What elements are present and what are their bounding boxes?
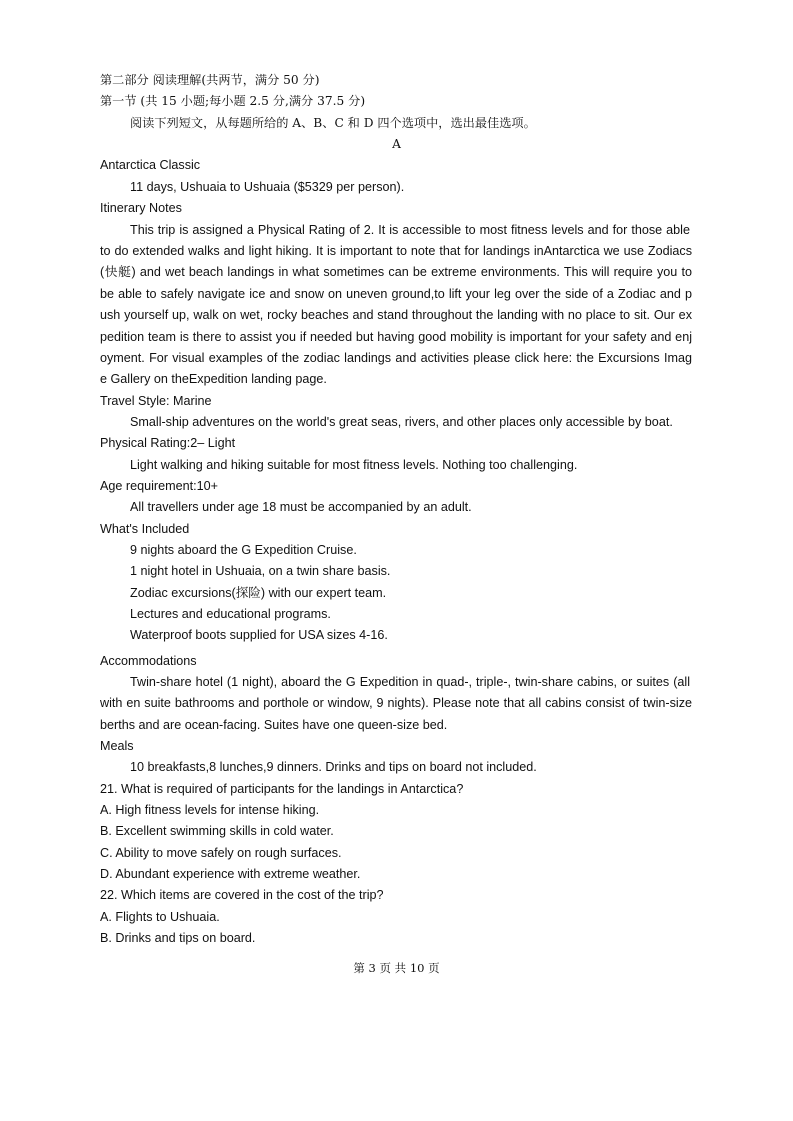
included-item: Lectures and educational programs.: [130, 607, 331, 621]
question-option: A. Flights to Ushuaia.: [100, 910, 220, 924]
physical-rating-text: Light walking and hiking suitable for most fitness levels. Nothing too challenging.: [130, 458, 578, 472]
instruction-text: 阅读下列短文，从每题所给的 A、B、C 和 D 四个选项中，选出最佳选项。: [130, 116, 536, 130]
itinerary-line: to do extended walks and light hiking. It is important to note that for landings inAntarctica we use Zodiacs: [100, 244, 692, 258]
accommodations-heading: Accommodations: [100, 654, 197, 668]
travel-style-text: Small-ship adventures on the world's great seas, rivers, and other places only accessible by boat.: [130, 415, 673, 429]
included-heading: What's Included: [100, 522, 190, 536]
passage-subtitle: 11 days, Ushuaia to Ushuaia ($5329 per person).: [130, 180, 405, 194]
passage-letter: A: [392, 137, 401, 151]
itinerary-line: ush yourself up, walk on wet, rocky beaches and stand throughout the landing with no place to sit. Our ex: [100, 308, 692, 322]
itinerary-line: oyment. For visual examples of the zodiac landings and activities please click here: the Excursions Imag: [100, 351, 692, 365]
accommodations-line: with en suite bathrooms and porthole or window, 9 nights). Please note that all cabins consist of twin-size: [100, 696, 692, 710]
meals-heading: Meals: [100, 739, 134, 753]
part-heading: 第二部分 阅读理解(共两节，满分 50 分): [100, 73, 320, 87]
section-heading: 第一节 (共 15 小题;每小题 2.5 分,满分 37.5 分): [100, 94, 366, 108]
accommodations-line: Twin-share hotel (1 night), aboard the G Expedition in quad-, triple-, twin-share cabins, or suites (all: [130, 675, 690, 689]
included-item: 9 nights aboard the G Expedition Cruise.: [130, 543, 357, 557]
itinerary-line: e Gallery on theExpedition landing page.: [100, 372, 327, 386]
itinerary-line: be able to safely navigate ice and snow on uneven ground,to lift your leg over the side of a Zodiac and p: [100, 287, 692, 301]
physical-rating-heading: Physical Rating:2– Light: [100, 436, 236, 450]
meals-text: 10 breakfasts,8 lunches,9 dinners. Drinks and tips on board not included.: [130, 760, 537, 774]
age-text: All travellers under age 18 must be accompanied by an adult.: [130, 500, 472, 514]
included-item: Waterproof boots supplied for USA sizes 4-16.: [130, 628, 388, 642]
itinerary-heading: Itinerary Notes: [100, 201, 182, 215]
age-heading: Age requirement:10+: [100, 479, 218, 493]
travel-style-heading: Travel Style: Marine: [100, 394, 212, 408]
accommodations-line: berths and are ocean-facing. Suites have one queen-size bed.: [100, 718, 448, 732]
question-stem: 22. Which items are covered in the cost of the trip?: [100, 888, 384, 902]
question-stem: 21. What is required of participants for the landings in Antarctica?: [100, 782, 464, 796]
question-option: B. Excellent swimming skills in cold water.: [100, 824, 334, 838]
itinerary-line: This trip is assigned a Physical Rating of 2. It is accessible to most fitness levels and for those able: [130, 223, 690, 237]
included-item: Zodiac excursions(探险) with our expert team.: [130, 586, 387, 600]
page-number: 第 3 页 共 10 页: [353, 961, 440, 975]
included-item: 1 night hotel in Ushuaia, on a twin share basis.: [130, 564, 391, 578]
itinerary-line: (快艇) and wet beach landings in what sometimes can be extreme environments. This will require you to: [100, 265, 692, 279]
passage-title: Antarctica Classic: [100, 158, 201, 172]
question-option: A. High fitness levels for intense hiking.: [100, 803, 320, 817]
itinerary-line: pedition team is there to assist you if needed but having good mobility is important for your safety and enj: [100, 330, 692, 344]
question-option: D. Abundant experience with extreme weather.: [100, 867, 361, 881]
question-option: B. Drinks and tips on board.: [100, 931, 256, 945]
question-option: C. Ability to move safely on rough surfaces.: [100, 846, 342, 860]
